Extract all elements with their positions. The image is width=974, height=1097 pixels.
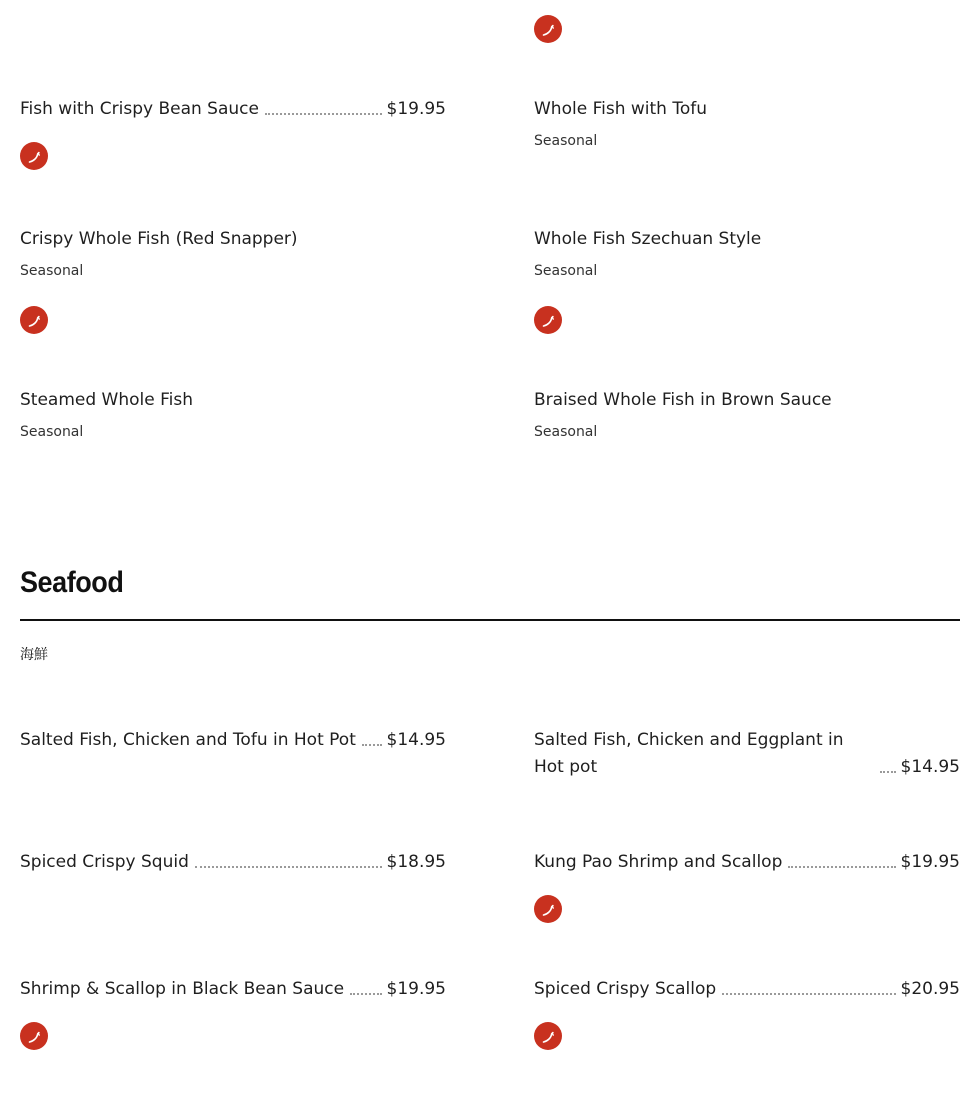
section-title: Seafood: [20, 566, 124, 599]
menu-item: [20, 976, 446, 1003]
item-description: Seasonal: [20, 424, 84, 440]
spicy-icon: [534, 1022, 562, 1050]
item-name: Fish with Crispy Bean Sauce: [20, 99, 259, 119]
item-name: Salted Fish, Chicken and Eggplant in Hot pot: [534, 730, 844, 777]
item-price: $20.95: [900, 979, 960, 999]
chili-pepper-icon: [539, 20, 557, 38]
item-name: Steamed Whole Fish: [20, 390, 194, 410]
item-description: Seasonal: [534, 424, 598, 440]
menu-item: [534, 226, 960, 280]
item-name: Salted Fish, Chicken and Tofu in Hot Pot: [20, 730, 356, 750]
item-name: Whole Fish Szechuan Style: [534, 229, 762, 249]
item-name: Shrimp & Scallop in Black Bean Sauce: [20, 979, 345, 999]
menu-item: [20, 96, 446, 123]
chili-pepper-icon: [25, 1027, 43, 1045]
dot-leader: [788, 866, 895, 868]
item-price: $19.95: [900, 852, 960, 872]
menu-item: [534, 976, 960, 1003]
item-description: Seasonal: [20, 263, 84, 279]
spicy-icon: [20, 142, 48, 170]
spicy-icon: [20, 306, 48, 334]
dot-leader: [265, 113, 382, 115]
item-description: Seasonal: [534, 263, 598, 279]
menu-item: [20, 387, 446, 441]
menu-item: [20, 849, 446, 876]
item-price: $14.95: [900, 757, 960, 777]
dot-leader: [722, 993, 895, 995]
chili-pepper-icon: [539, 311, 557, 329]
chili-pepper-icon: [539, 1027, 557, 1045]
spicy-icon: [20, 1022, 48, 1050]
menu-item: [20, 727, 446, 754]
dot-leader: [350, 993, 381, 995]
item-name: Spiced Crispy Scallop: [534, 979, 717, 999]
item-name: Braised Whole Fish in Brown Sauce: [534, 390, 832, 410]
dot-leader: [880, 771, 896, 773]
dot-leader: [195, 866, 382, 868]
menu-item: [534, 96, 960, 150]
item-price: $19.95: [386, 979, 446, 999]
item-name: Whole Fish with Tofu: [534, 99, 707, 119]
menu-item: [534, 849, 960, 876]
item-name: Crispy Whole Fish (Red Snapper): [20, 229, 298, 249]
item-price: $19.95: [386, 99, 446, 119]
spicy-icon: [534, 306, 562, 334]
section-subtitle: 海鮮: [20, 647, 48, 663]
item-name: Kung Pao Shrimp and Scallop: [534, 852, 783, 872]
dot-leader: [362, 744, 382, 746]
item-name: Spiced Crispy Squid: [20, 852, 189, 872]
chili-pepper-icon: [25, 311, 43, 329]
item-price: $14.95: [386, 730, 446, 750]
menu-item: [534, 387, 960, 441]
item-price: $18.95: [386, 852, 446, 872]
menu-item: [534, 727, 960, 781]
section-divider: [20, 619, 960, 621]
spicy-icon: [534, 895, 562, 923]
chili-pepper-icon: [539, 900, 557, 918]
chili-pepper-icon: [25, 147, 43, 165]
item-description: Seasonal: [534, 133, 598, 149]
menu-item: [20, 226, 446, 280]
spicy-icon: [534, 15, 562, 43]
